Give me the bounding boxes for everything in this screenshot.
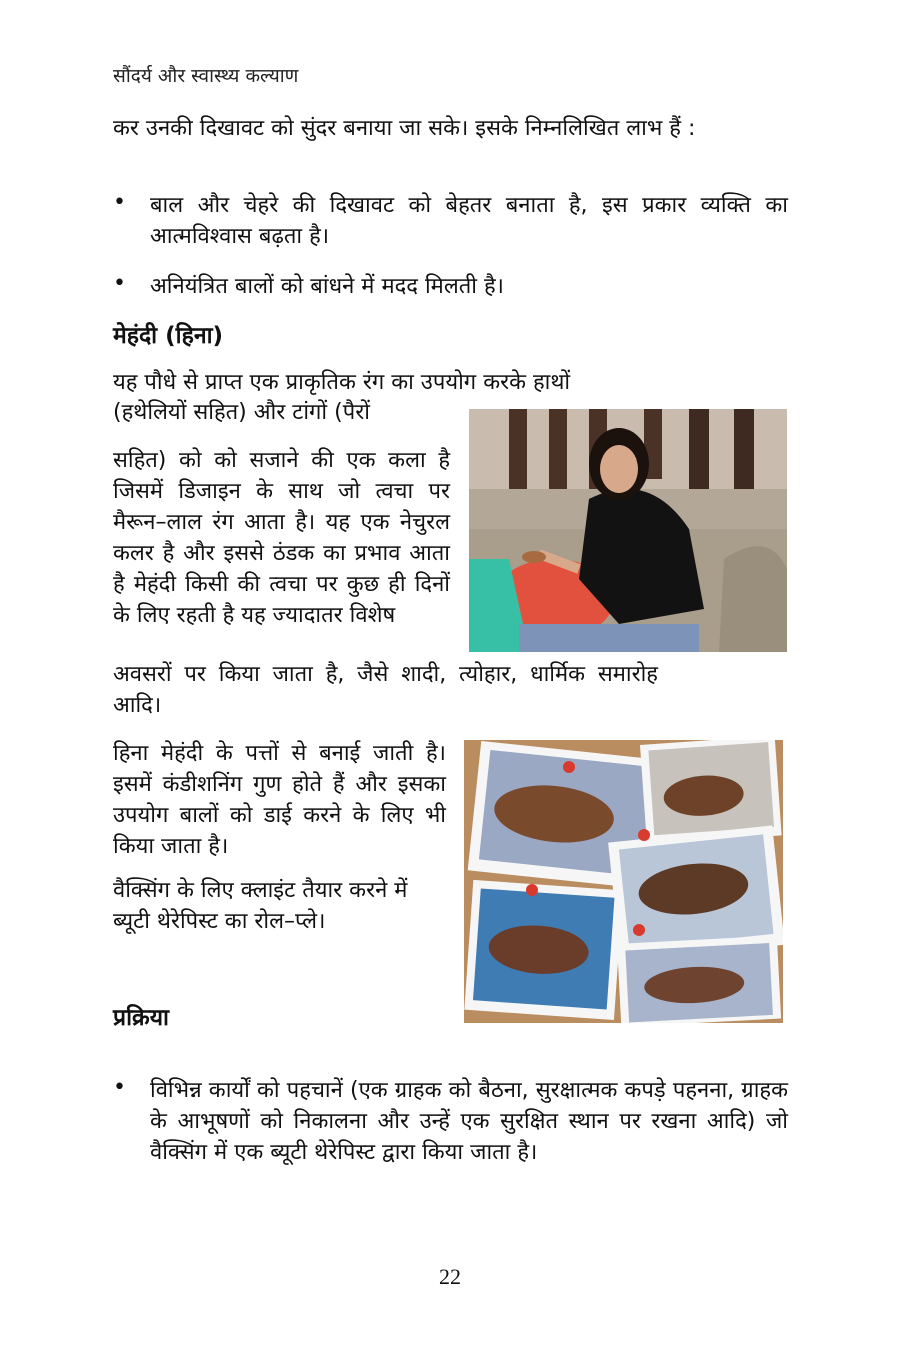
intro-paragraph: कर उनकी दिखावट को सुंदर बनाया जा सके। इसके निम्नलिखित लाभ हैं :: [113, 116, 696, 141]
mehendi-line-2: (हथेलियों सहित) और टांगों (पैरों: [113, 400, 370, 425]
process-heading: प्रक्रिया: [113, 1005, 170, 1031]
bullet-marker: •: [113, 271, 126, 296]
mehendi-wrapped-text: सहित) को को सजाने की एक कला है जिसमें डिजाइन के साथ जो त्वचा पर मैरून–लाल रंग आता है। यह एक नेचुरल कलर है और इससे ठंडक का प्रभाव आता है मेहंदी किसी की त्वचा पर कुछ ही दिनों के लिए रहती है यह ज्यादातर विशेष: [113, 448, 450, 628]
mehendi-design-collage: [464, 740, 783, 1023]
page-number: 22: [439, 1264, 461, 1289]
running-header: सौंदर्य और स्वास्थ्य कल्याण: [113, 65, 299, 87]
bullet-marker: •: [113, 190, 126, 215]
hina-paragraph: हिना मेहंदी के पत्तों से बनाई जाती है। इसमें कंडीशनिंग गुण होते हैं और इसका उपयोग बालों को डाई करने के लिए भी किया जाता है।: [113, 741, 446, 859]
roleplay-paragraph: वैक्सिंग के लिए क्लाइंट तैयार करने में ब्यूटी थेरेपिस्ट का रोल–प्ले।: [113, 878, 408, 934]
mehendi-tail-text: अवसरों पर किया जाता है, जैसे शादी, त्योहार, धार्मिक समारोह आदि।: [113, 662, 658, 718]
process-item-1: विभिन्न कार्यों को पहचानें (एक ग्राहक को बैठना, सुरक्षात्मक कपड़े पहनना, ग्राहक के आभूषणों को निकालना और उन्हें एक सुरक्षित स्थान पर रखना आदि) जो वैक्सिंग में एक ब्यूटी थेरेपिस्ट द्वारा किया जाता है।: [150, 1078, 788, 1165]
mehendi-heading: मेहंदी (हिना): [113, 323, 224, 349]
mehendi-line-1: यह पौधे से प्राप्त एक प्राकृतिक रंग का उपयोग करके हाथों: [113, 370, 571, 395]
mehendi-application-photo: [469, 409, 787, 652]
bullet-marker: •: [113, 1075, 126, 1100]
benefit-item-2: अनियंत्रित बालों को बांधने में मदद मिलती है।: [150, 274, 504, 299]
benefit-item-1: बाल और चेहरे की दिखावट को बेहतर बनाता है, इस प्रकार व्यक्ति का आत्मविश्वास बढ़ता है।: [150, 193, 788, 249]
